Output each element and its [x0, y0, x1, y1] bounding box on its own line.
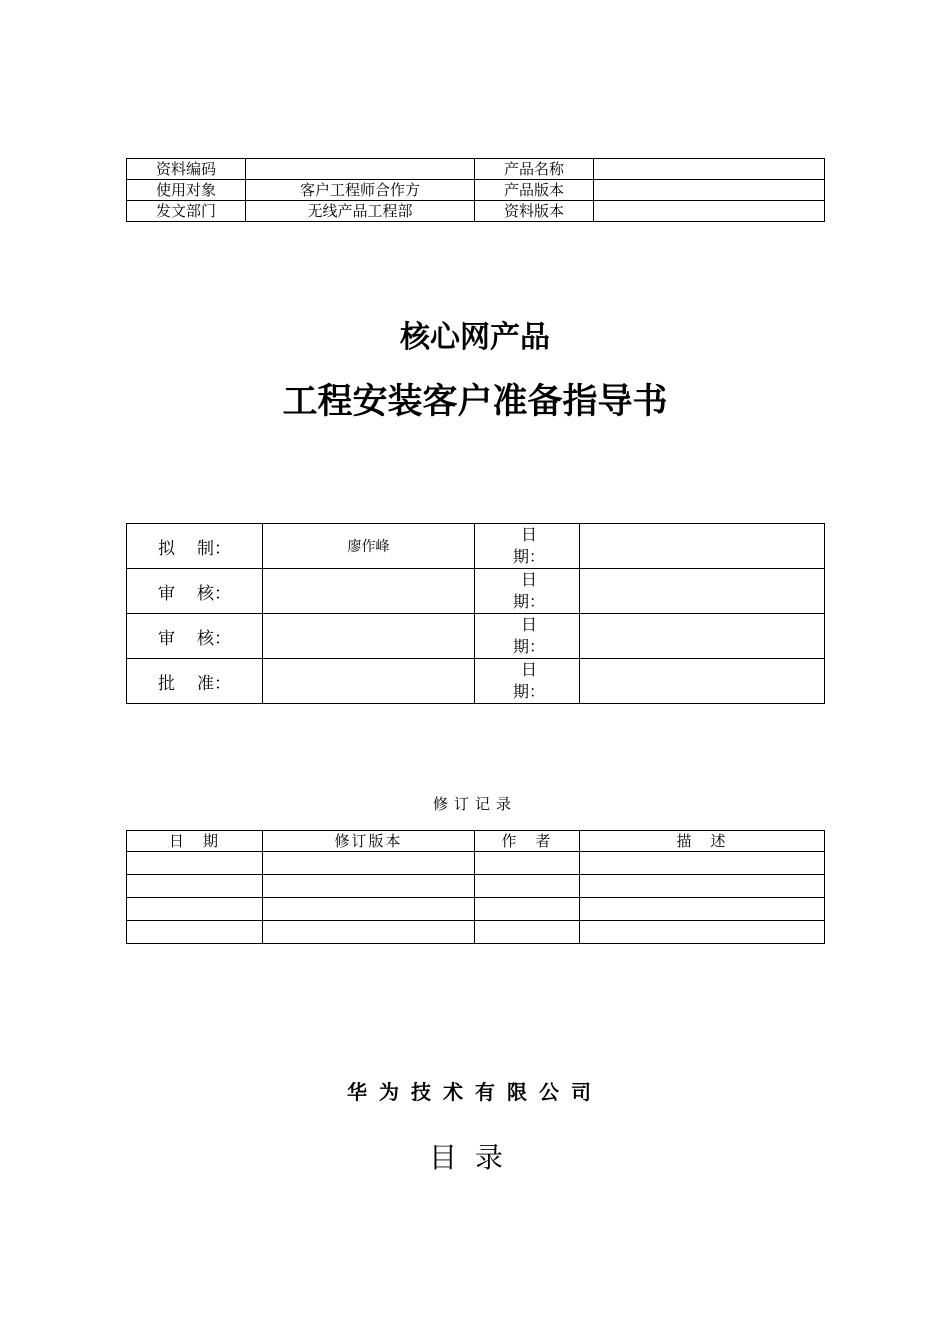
info-row-code — [127, 159, 825, 180]
revision-cell — [263, 898, 475, 921]
info-label: 资料版本 — [475, 201, 594, 222]
approval-row — [127, 659, 825, 704]
revision-cell — [127, 852, 263, 875]
person-cell — [263, 569, 475, 614]
date-value-cell — [580, 614, 825, 659]
info-label: 资料编码 — [127, 159, 246, 180]
date-label-char: 期： — [512, 592, 545, 611]
date-label-char: 日 — [520, 525, 537, 544]
role-char: 审 — [158, 628, 175, 649]
table-row — [127, 898, 825, 921]
revision-cell — [127, 898, 263, 921]
document-title-line1: 核心网产品 — [400, 320, 550, 355]
approval-row — [127, 614, 825, 659]
revision-cell — [127, 875, 263, 898]
info-value: 无线产品工程部 — [246, 201, 475, 222]
date-label-cell — [475, 569, 580, 614]
info-value — [594, 201, 825, 222]
date-label-char: 日 — [520, 570, 537, 589]
info-label: 产品名称 — [475, 159, 594, 180]
company-name: 华为技术有限公司 — [347, 1080, 603, 1104]
revision-cell — [263, 875, 475, 898]
table-row — [127, 875, 825, 898]
date-label-char: 日 — [520, 615, 537, 634]
revision-cell — [263, 921, 475, 944]
revision-cell — [580, 921, 825, 944]
date-label-char: 期： — [512, 637, 545, 656]
role-cell — [127, 524, 263, 569]
approval-table — [126, 523, 825, 704]
role-char: 核： — [197, 583, 231, 604]
role-char: 批 — [158, 673, 175, 694]
info-label: 发文部门 — [127, 201, 246, 222]
role-cell — [127, 659, 263, 704]
revision-header-description: 描 述 — [580, 831, 825, 852]
info-label: 产品版本 — [475, 180, 594, 201]
revision-record-title: 修订记录 — [432, 795, 517, 813]
role-char: 准： — [197, 673, 231, 694]
revision-cell — [580, 852, 825, 875]
table-row — [127, 921, 825, 944]
revision-header-version: 修订版本 — [263, 831, 475, 852]
info-value — [594, 180, 825, 201]
approval-row — [127, 524, 825, 569]
table-row — [127, 852, 825, 875]
revision-header-row — [127, 831, 825, 852]
date-label-cell — [475, 524, 580, 569]
role-char: 制： — [197, 538, 231, 559]
role-cell — [127, 614, 263, 659]
revision-cell — [580, 898, 825, 921]
revision-cell — [580, 875, 825, 898]
date-label-char: 期： — [512, 547, 545, 566]
document-info-table — [126, 158, 825, 222]
info-value — [594, 159, 825, 180]
date-value-cell — [580, 524, 825, 569]
person-cell — [263, 659, 475, 704]
revision-cell — [475, 898, 580, 921]
date-label-cell — [475, 614, 580, 659]
approval-row — [127, 569, 825, 614]
person-cell: 廖作峰 — [263, 524, 475, 569]
role-cell — [127, 569, 263, 614]
role-char: 拟 — [158, 538, 175, 559]
revision-cell — [263, 852, 475, 875]
revision-cell — [475, 921, 580, 944]
person-cell — [263, 614, 475, 659]
info-row-audience — [127, 180, 825, 201]
date-label-char: 期： — [512, 682, 545, 701]
revision-cell — [127, 921, 263, 944]
date-value-cell — [580, 659, 825, 704]
date-value-cell — [580, 569, 825, 614]
info-label: 使用对象 — [127, 180, 246, 201]
date-label-cell — [475, 659, 580, 704]
info-value: 客户工程师合作方 — [246, 180, 475, 201]
date-label-char: 日 — [520, 660, 537, 679]
revision-cell — [475, 852, 580, 875]
revision-cell — [475, 875, 580, 898]
revision-header-author: 作 者 — [475, 831, 580, 852]
toc-heading: 目录 — [428, 1141, 521, 1174]
info-value — [246, 159, 475, 180]
document-title-line2: 工程安装客户准备指导书 — [282, 382, 668, 422]
revision-table — [126, 830, 825, 944]
role-char: 核： — [197, 628, 231, 649]
info-row-department — [127, 201, 825, 222]
role-char: 审 — [158, 583, 175, 604]
revision-header-date: 日 期 — [127, 831, 263, 852]
